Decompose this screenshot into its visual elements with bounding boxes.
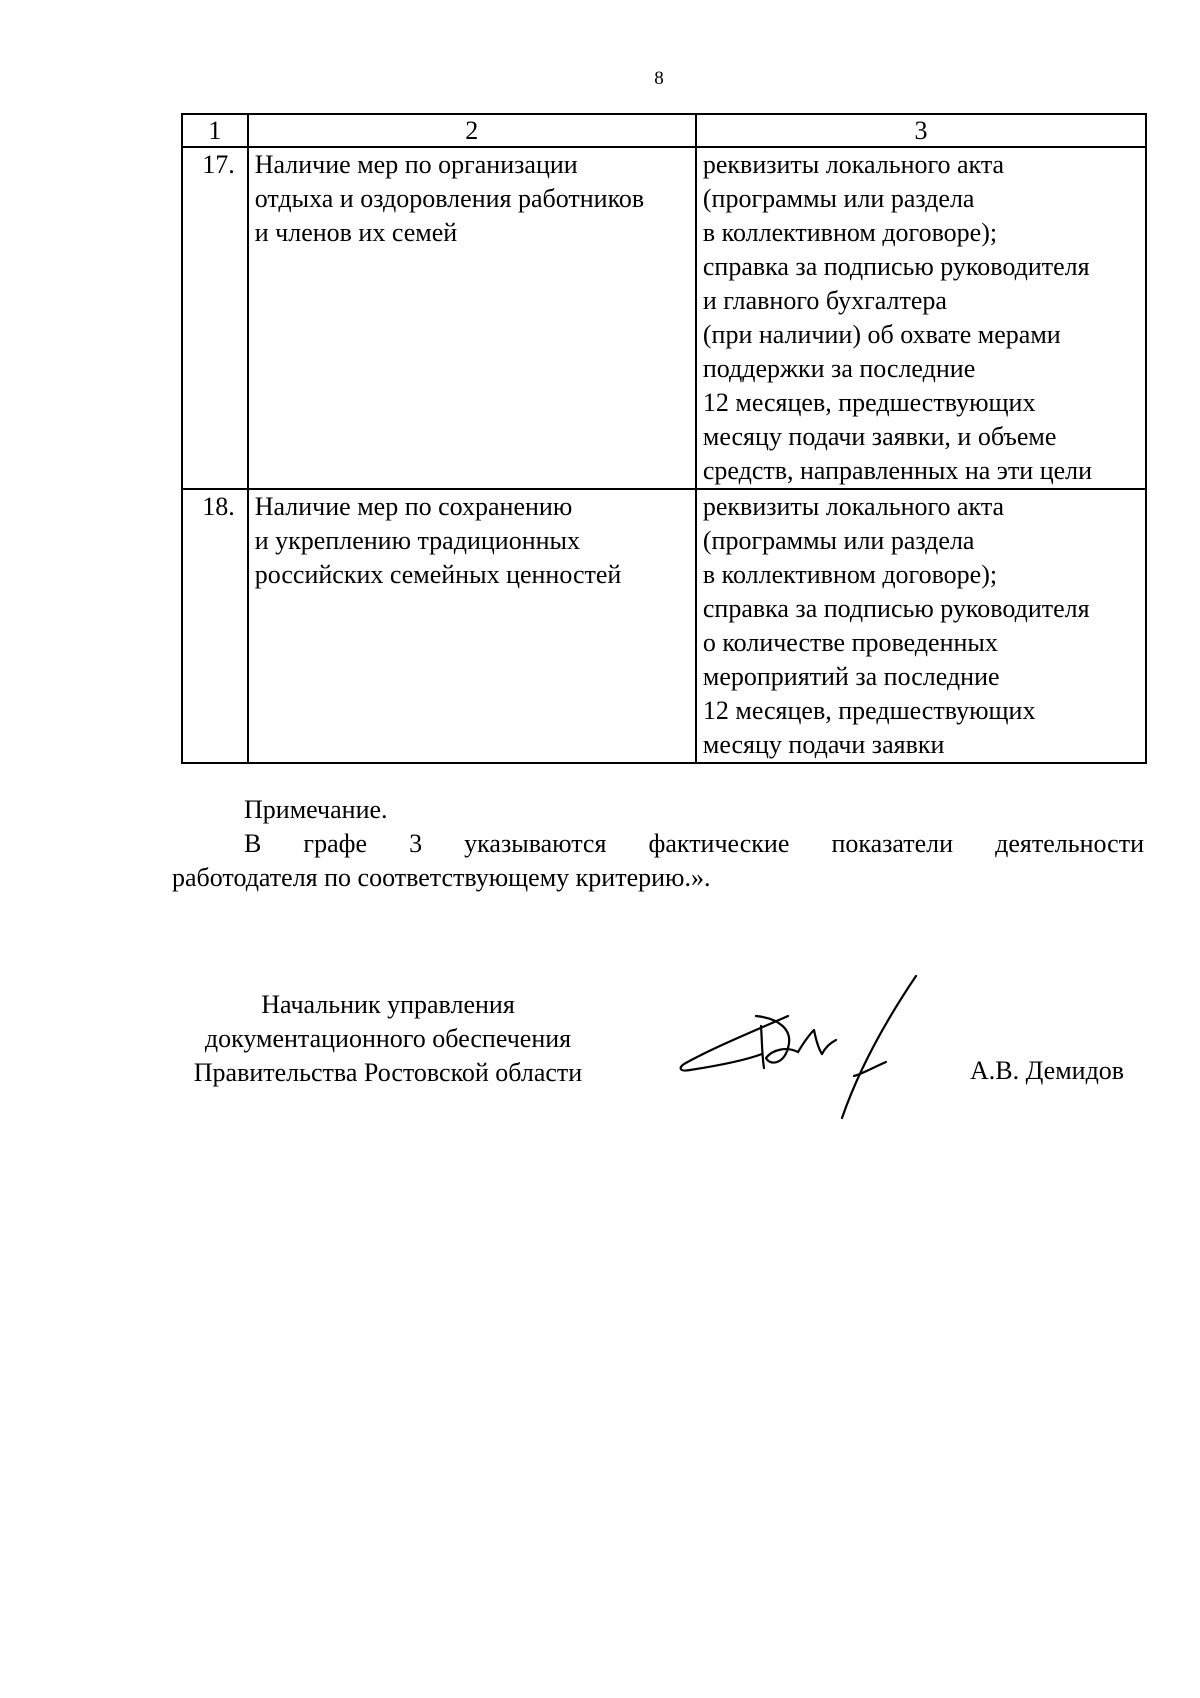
documents-line: реквизиты локального акта xyxy=(702,492,1005,521)
note-justified-line xyxy=(172,827,1144,861)
documents-line: 12 месяцев, предшествующих xyxy=(702,696,1036,725)
documents-line: 12 месяцев, предшествующих xyxy=(702,388,1036,417)
documents-line: в коллективном договоре); xyxy=(702,560,998,589)
signer-position-line: Правительства Ростовской области xyxy=(193,1058,583,1087)
signer-position-line: документационного обеспечения xyxy=(204,1024,572,1053)
criterion-line: и членов их семей xyxy=(254,218,458,247)
criterion-cell xyxy=(248,489,696,763)
note-line: работодателя по соответствующему критерию.». xyxy=(172,863,711,892)
page-number: 8 xyxy=(654,68,664,89)
table-row xyxy=(182,489,1146,763)
note-block xyxy=(172,793,1144,895)
documents-line: справка за подписью руководителя xyxy=(702,252,1090,281)
documents-line: о количестве проведенных xyxy=(702,628,998,657)
documents-line: реквизиты локального акта xyxy=(702,150,1005,179)
row-number: 18. xyxy=(182,489,248,763)
documents-line: месяцу подачи заявки xyxy=(702,730,945,759)
documents-line: средств, направленных на эти цели xyxy=(702,456,1093,485)
documents-line: и главного бухгалтера xyxy=(702,286,947,315)
table-header-row xyxy=(182,114,1146,147)
signer-position-line: Начальник управления xyxy=(261,990,515,1019)
signee-name: А.В. Демидов xyxy=(970,1056,1125,1085)
criterion-cell xyxy=(248,147,696,489)
note-word: В xyxy=(244,829,262,858)
documents-line: поддержки за последние xyxy=(702,354,976,383)
documents-line: справка за подписью руководителя xyxy=(702,594,1090,623)
note-word: 3 xyxy=(409,829,423,858)
documents-line: (программы или раздела xyxy=(702,184,975,213)
note-title: Примечание. xyxy=(244,795,388,824)
criteria-table xyxy=(181,113,1147,764)
signer-position xyxy=(168,988,608,1090)
documents-cell xyxy=(696,147,1146,489)
note-word: показатели xyxy=(831,829,954,858)
column-header-1: 1 xyxy=(182,114,248,147)
column-header-2: 2 xyxy=(248,114,696,147)
criterion-line: отдыха и оздоровления работников xyxy=(254,184,645,213)
documents-line: (при наличии) об охвате мерами xyxy=(702,320,1061,349)
documents-line: в коллективном договоре); xyxy=(702,218,998,247)
documents-line: месяцу подачи заявки, и объеме xyxy=(702,422,1057,451)
row-number: 17. xyxy=(182,147,248,489)
documents-cell xyxy=(696,489,1146,763)
column-header-3: 3 xyxy=(696,114,1146,147)
table-row xyxy=(182,147,1146,489)
documents-line: мероприятий за последние xyxy=(702,662,1000,691)
note-word: фактические xyxy=(648,829,790,858)
note-word: указываются xyxy=(464,829,607,858)
documents-line: (программы или раздела xyxy=(702,526,975,555)
criterion-line: российских семейных ценностей xyxy=(254,560,622,589)
note-word: деятельности xyxy=(995,829,1144,858)
criterion-line: Наличие мер по сохранению xyxy=(254,492,573,521)
criterion-line: Наличие мер по организации xyxy=(254,150,578,179)
note-word: графе xyxy=(303,829,368,858)
criterion-line: и укреплению традиционных xyxy=(254,526,580,555)
handwritten-signature xyxy=(676,968,928,1128)
